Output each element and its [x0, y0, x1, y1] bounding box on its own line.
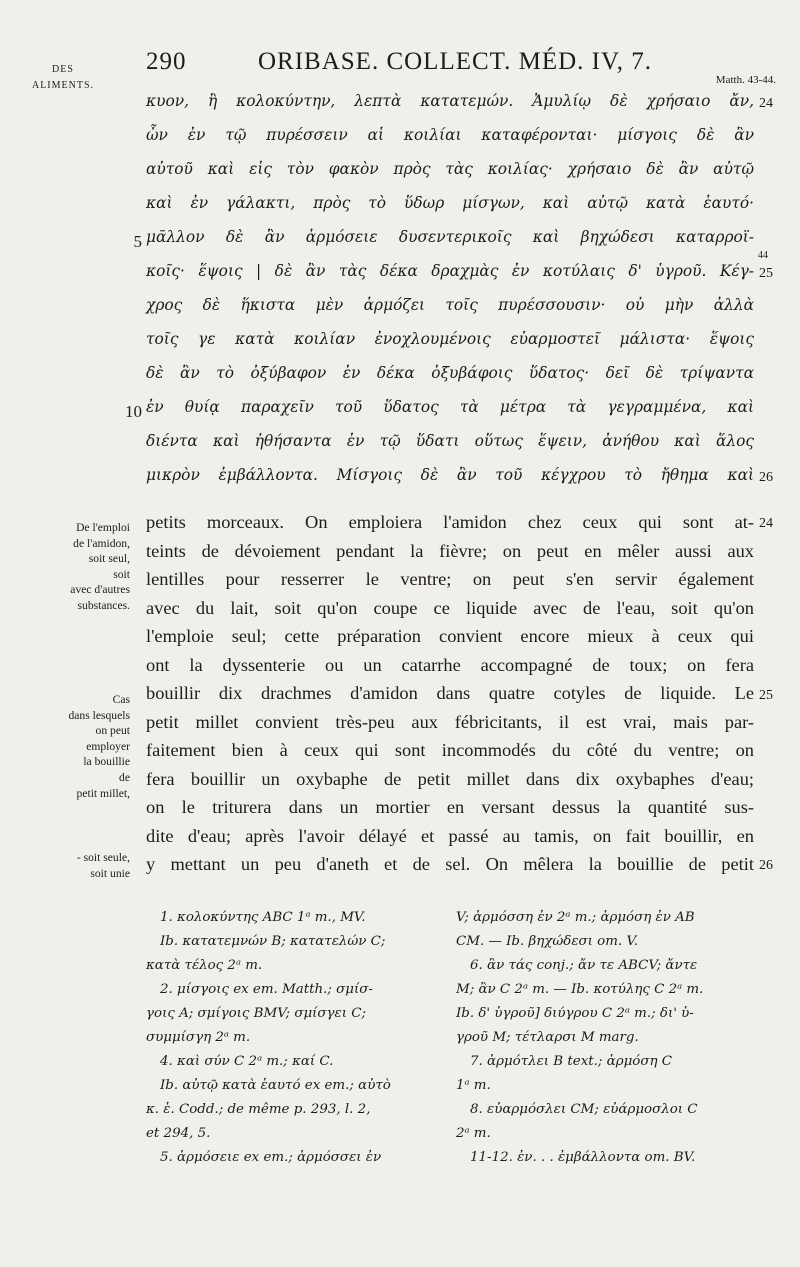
sidenote-line: employer — [86, 739, 130, 753]
small-reference: 44 — [758, 250, 768, 261]
sidenote-line: substances. — [77, 598, 130, 612]
french-line: avec du lait, soit qu'on coupe ce liquide avec de l'eau, soit qu'on — [146, 597, 754, 618]
sidenote-line: de — [119, 770, 130, 784]
sidenote-line: petit millet, — [76, 786, 130, 800]
sidenote-millet — [14, 692, 130, 801]
sidenote-line: avec d'autres — [70, 583, 130, 597]
sidenote-line: soit unie — [90, 866, 130, 880]
page-number: 290 — [146, 48, 187, 75]
footnote-line: Ib. αὐτῷ κατὰ ἑαυτό ex em.; αὐτὸ — [160, 1078, 391, 1093]
section-number: 24 — [759, 96, 773, 111]
section-number: 26 — [759, 470, 773, 485]
section-number: 25 — [759, 266, 773, 281]
section-number: 26 — [759, 858, 773, 873]
footnote-line: et 294, 5. — [146, 1126, 211, 1141]
margin-label-line: DES — [52, 64, 74, 75]
section-number: 25 — [759, 688, 773, 703]
sidenote-line: de l'amidon, — [73, 536, 130, 550]
greek-line: κοῖς· ἕψοις | δὲ ἂν τὰς δέκα δραχμὰς ἐν κοτύλαις δ' ὑγροῦ. Κέγ- — [146, 262, 754, 280]
footnote-line: 4. καὶ σύν C 2ᵃ m.; καί C. — [160, 1054, 334, 1069]
sidenote-line: soit seul, — [88, 552, 130, 566]
footnote-line: 6. ἂν τάς conj.; ἄν τε ABCV; ἄντε — [470, 958, 698, 973]
greek-line: ὧν ἐν τῷ πυρέσσειν αἱ κοιλίαι καταφέρονται· μίσγοις δὲ ἂν — [146, 126, 754, 144]
footnote-line: συμμίσγη 2ᵃ m. — [146, 1030, 251, 1045]
greek-line: τοῖς γε κατὰ κοιλίαν ἐνοχλουμένοις εὐαρμοστεῖ μάλιστα· ἕψοις — [146, 330, 754, 348]
sidenote-line: - soit seule, — [76, 851, 130, 864]
page-title: ORIBASE. COLLECT. MÉD. IV, 7. — [258, 48, 653, 75]
greek-line: μᾶλλον δὲ ἂν ἁρμόσειε δυσεντερικοῖς καὶ βηχώδεσι καταρροϊ- — [146, 228, 754, 246]
footnote-line: CM. — Ib. βηχώδεσι om. V. — [456, 934, 639, 949]
greek-line: χρος δὲ ἥκιστα μὲν ἁρμόζει τοῖς πυρέσσουσιν· οὐ μὴν ἀλλὰ — [146, 296, 754, 314]
sidenote-line: De l'emploi — [76, 521, 130, 534]
margin-label-line: ALIMENTS. — [31, 80, 95, 91]
french-line: l'emploie seul; cette préparation convient encore mieux à ceux qui — [146, 626, 754, 646]
french-line: dite d'eau; après l'avoir délayé et passé au tamis, on fait bouillir, en — [146, 825, 754, 846]
french-line: teints de dévoiement pendant la fièvre; on peut en mêler aussi aux — [146, 540, 754, 561]
footnote-line: 7. ἁρμότλει B text.; ἁρμόση C — [470, 1054, 673, 1069]
greek-line: δὲ ἂν τὸ ὀξύβαφον ἐν δέκα ὀξυβάφοις ὕδατος· δεῖ δὲ τρίψαντα — [146, 364, 754, 382]
line-number-10: 10 — [125, 402, 142, 421]
margin-section-label — [18, 62, 108, 94]
sidenote-amidon — [14, 520, 130, 614]
french-line: faitement bien à ceux qui sont incommodés du côté du ventre; on — [146, 740, 754, 760]
line-number-5: 5 — [133, 232, 142, 251]
sidenote-seule — [14, 850, 130, 881]
french-line: petit millet convient très-peu aux fébricitants, il est vrai, mais par- — [146, 711, 754, 732]
sidenote-line: la bouillie — [83, 755, 130, 769]
french-line: ont la dyssenterie ou un catarrhe accompagné de toux; on fera — [146, 654, 754, 675]
footnote-line: κατὰ τέλος 2ᵃ m. — [146, 958, 263, 973]
footnote-line: 1ᵃ m. — [456, 1078, 491, 1093]
footnote-line: M; ἂν C 2ᵃ m. — Ib. κοτύλης C 2ᵃ m. — [456, 982, 704, 997]
footnote-line: 2ᵃ m. — [456, 1126, 491, 1141]
french-line: lentilles pour resserrer le ventre; on peut s'en servir également — [146, 569, 754, 589]
greek-line: αὐτοῦ καὶ εἰς τὸν φακὸν πρὸς τὰς κοιλίας· χρήσαιο δὲ ἂν αὐτῷ — [146, 160, 754, 178]
footnote-line: 11-12. ἐν. . . ἐμβάλλοντα om. BV. — [470, 1150, 696, 1165]
greek-line: διέντα καὶ ἠθήσαντα ἐν τῷ ὕδατι οὕτως ἕψειν, ἀνήθου καὶ ἅλος — [146, 432, 754, 450]
running-reference: Matth. 43-44. — [715, 74, 776, 86]
footnote-line: V; ἁρμόσση ἐν 2ᵃ m.; ἁρμόση ἐν AB — [456, 910, 695, 925]
footnote-line: Ib. δ' ὑγροῦ] διύγρου C 2ᵃ m.; δι' ὑ- — [456, 1006, 694, 1021]
french-line: petits morceaux. On emploiera l'amidon chez ceux qui sont at- — [146, 512, 754, 532]
footnote-line: Ib. κατατεμνών B; κατατελών C; — [160, 934, 386, 949]
footnote-line: κ. ἑ. Codd.; de même p. 293, l. 2, — [146, 1102, 371, 1117]
greek-line: κυον, ἢ κολοκύντην, λεπτὰ κατατεμών. Ἀμυλίῳ δὲ χρήσαιο ἄν, — [146, 92, 754, 110]
sidenote-line: on peut — [95, 724, 130, 738]
footnote-line: 5. ἁρμόσειε ex em.; ἁρμόσσει ἐν — [160, 1150, 382, 1165]
footnote-line: γροῦ M; τέτλαρσι M marg. — [456, 1030, 639, 1045]
sidenote-line: Cas — [112, 693, 130, 706]
footnote-line: γοις A; σμίγοις BMV; σμίσγει C; — [146, 1006, 367, 1021]
greek-line: ἐν θυίᾳ παραχεῖν τοῦ ὕδατος τὰ μέτρα τὰ γεγραμμένα, καὶ — [146, 398, 754, 416]
sidenote-line: dans lesquels — [68, 708, 130, 722]
french-line: y mettant un peu d'aneth et de sel. On mêlera la bouillie de petit — [146, 854, 754, 874]
greek-line: καὶ ἐν γάλακτι, πρὸς τὸ ὕδωρ μίσγων, καὶ αὐτῷ κατὰ ἑαυτό· — [146, 194, 754, 212]
section-number: 24 — [759, 516, 773, 531]
footnote-line: 8. εὐαρμόσλει CM; εὐάρμοσλοι C — [470, 1102, 698, 1117]
greek-line: μικρὸν ἐμβάλλοντα. Μίσγοις δὲ ἂν τοῦ κέγχρου τὸ ἤθημα καὶ — [146, 466, 754, 484]
sidenote-line: soit — [113, 567, 130, 581]
french-line: on le triturera dans un mortier en versant dessus la quantité sus- — [146, 797, 754, 817]
footnote-line: 1. κολοκύντης ABC 1ᵃ m., MV. — [160, 910, 366, 925]
footnote-line: 2. μίσγοις ex em. Matth.; σμίσ- — [160, 982, 373, 997]
french-line: bouillir dix drachmes d'amidon dans quatre cotyles de liquide. Le — [146, 683, 754, 703]
french-line: fera bouillir un oxybaphe de petit millet dans dix oxybaphes d'eau; — [146, 768, 754, 789]
